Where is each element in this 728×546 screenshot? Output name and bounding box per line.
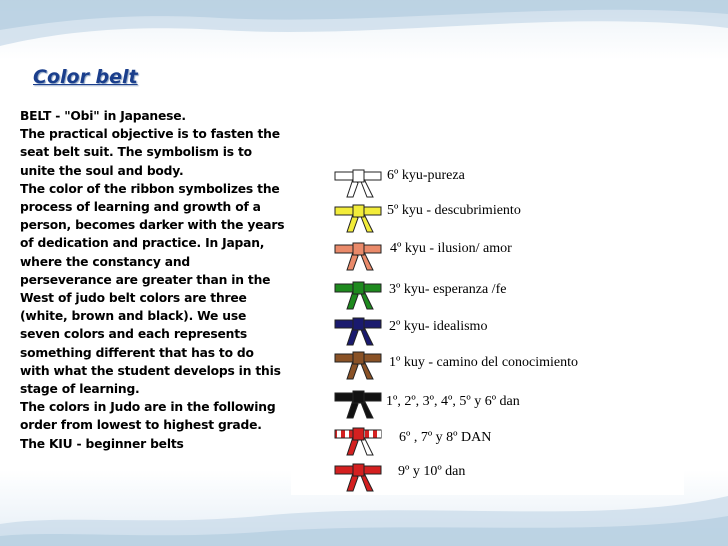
belt-label: 2º kyu- idealismo bbox=[389, 319, 488, 334]
belt-chart-panel bbox=[291, 131, 684, 495]
belt-row bbox=[291, 349, 684, 383]
belt-label: 6º kyu-pureza bbox=[387, 168, 465, 183]
belt-icon bbox=[333, 242, 383, 272]
belt-icon bbox=[333, 463, 383, 493]
slide-title: Color belt bbox=[33, 66, 138, 88]
belt-label: 9º y 10º dan bbox=[398, 464, 466, 479]
top-wave-decoration bbox=[0, 0, 728, 70]
belt-label: 5º kyu - descubrimiento bbox=[387, 203, 521, 218]
belt-row bbox=[291, 388, 684, 422]
body-text bbox=[20, 107, 285, 453]
belt-icon bbox=[333, 390, 383, 420]
belt-row bbox=[291, 202, 684, 236]
belt-label: 1º kuy - camino del conocimiento bbox=[389, 355, 579, 370]
belt-icon bbox=[333, 281, 383, 311]
belt-icon bbox=[333, 204, 383, 234]
belt-row bbox=[291, 315, 684, 349]
belt-label: 4º kyu - ilusion/ amor bbox=[390, 241, 512, 256]
belt-label: 1º, 2º, 3º, 4º, 5º y 6º dan bbox=[386, 394, 520, 409]
paragraph-order: The colors in Judo are in the following order from lowest to highest grade. bbox=[20, 400, 276, 433]
belt-icon bbox=[333, 317, 383, 347]
belt-row bbox=[291, 167, 684, 201]
belt-icon bbox=[333, 351, 383, 381]
belt-icon bbox=[333, 169, 383, 199]
belt-row bbox=[291, 279, 684, 313]
paragraph-objective: The practical objective is to fasten the seat belt suit. The symbolism is to unite the soul and body. bbox=[20, 127, 280, 178]
belt-row bbox=[291, 461, 684, 495]
paragraph-obi: BELT - "Obi" in Japanese. bbox=[20, 109, 186, 123]
paragraph-kiu: The KIU - beginner belts bbox=[20, 436, 184, 451]
belt-row bbox=[291, 425, 684, 459]
paragraph-symbolism: The color of the ribbon symbolizes the process of learning and growth of a person, becomes darker with the years of dedication and practice. In Japan, where the constancy and perseverance are greater than in the West of judo belt colors are three (white, brown and black). We use seven colors and each represents something different that has to do with what the student develops in this stage of learning. bbox=[20, 181, 285, 397]
belt-label: 6º , 7º y 8º DAN bbox=[399, 430, 492, 445]
belt-label: 3º kyu- esperanza /fe bbox=[389, 282, 507, 297]
belt-row bbox=[291, 240, 684, 274]
belt-icon bbox=[333, 427, 383, 457]
